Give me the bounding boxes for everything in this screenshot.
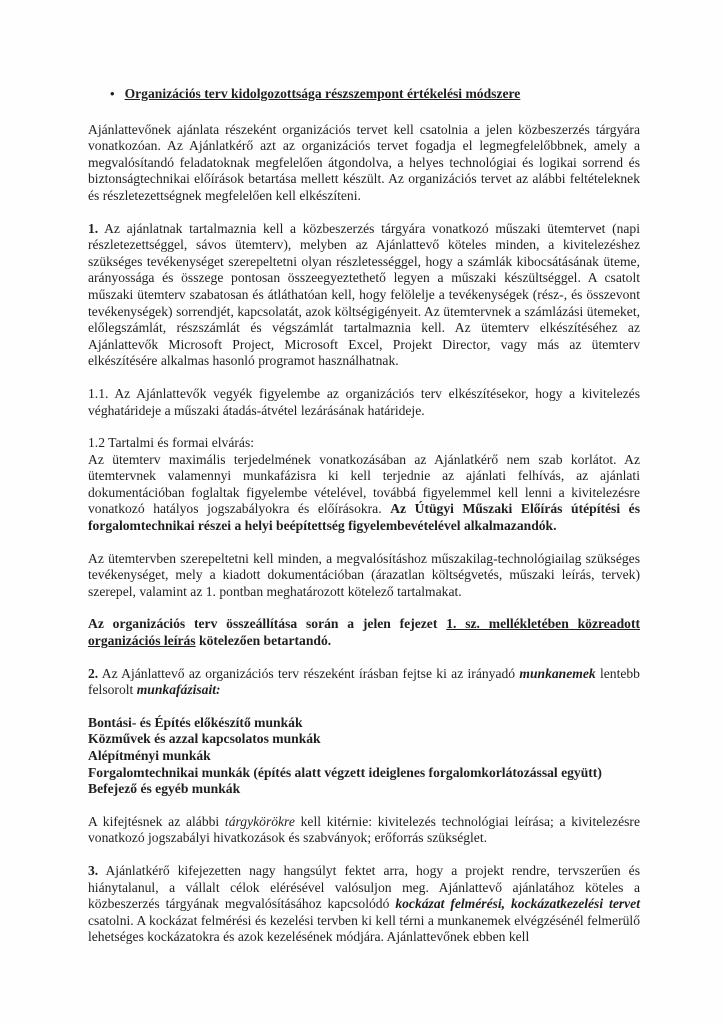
paragraph-3 [88,863,640,946]
paragraph-2-number: 2. [88,665,99,681]
paragraph-1-2-text: Az ütemterv maximális terjedelmének vonatkozásában az Ajánlatkérő nem szab korlátot. Az ütemtervnek valamennyi munkafázisra ki kell terjednie az ajánlati felhívás, az ajánlati dokumentációban foglaltak figyelembe vételével, továbbá figyelemmel kell lenni a kivitelezésre vonatkozó hatályos jogszabályokra és előírásokra. [88,451,640,517]
bullet-icon: • [110,86,115,101]
paragraph-kifejtes-term-targykorokre: tárgykörökre [224,813,295,829]
section-title: Organizációs terv kidolgozottsága részszempont értékelési módszere [124,86,521,101]
paragraph-org-requirement [88,616,640,649]
section-title-line [88,86,640,103]
work-item-alepitmenyi: Alépítményi munkák [88,748,211,763]
paragraph-1-1-text: 1.1. Az Ajánlattevők vegyék figyelembe az organizációs terv elkészítésekor, hogy a kivitelezés véghatárideje a műszaki átadás-átvétel lezárásának határideje. [88,385,640,418]
paragraph-1-2-bold-text: Az Útügyi Műszaki Előírás útépítési és forgalomtechnikai részei a helyi beépítettség figyelembevételével alkalmazandók. [88,501,640,534]
paragraph-kifejtes-text-b: kell kitérnie: kivitelezés technológiai leírása; a kivitelezésre vonatkozó jogszabályi hivatkozások és szabványok; erőforrás szükséglet. [88,813,640,846]
document-content [88,86,640,962]
paragraph-2-term-munkanemek: munkanemek [519,665,596,681]
work-item-bontasi: Bontási- és Építés előkészítő munkák [88,714,303,730]
paragraph-org-pre: Az organizációs terv összeállítása során a jelen fejezet [88,616,447,632]
paragraph-kifejtes-text-a: A kifejtésnek az alábbi [88,813,225,829]
paragraph-1-1 [88,386,640,419]
paragraph-utemterv-text: Az ütemtervben szerepeltetni kell minden, a megvalósításhoz műszakilag-technológiailag szükséges tevékenységet, mely a kiadott dokumentációban (árazatlan költségvetés, műszaki leírás, tervek) szerepel, valamint az 1. pontban meghatározott kötelező tartalmakat. [88,550,640,599]
paragraph-org-post: kötelezően betartandó. [195,633,332,649]
paragraph-org-underlined: 1. sz. mellékletében közreadott organizációs leírás [88,616,641,649]
paragraph-1-2 [88,435,640,535]
paragraph-3-text-a: Ajánlatkérő kifejezetten nagy hangsúlyt fektet arra, hogy a projekt rendre, tervszerűen és hiánytalanul, a vállalt célok elérésével valósuljon meg. Ajánlattevő ajánlatához köteles a közbeszerzés tárgyának megvalósításához kapcsolódó [88,862,640,912]
work-item-forgalomtechnikai: Forgalomtechnikai munkák (építés alatt végzett ideiglenes forgalomkorlátozással együtt) [88,764,602,780]
paragraph-1 [88,221,640,370]
paragraph-intro-text: Ajánlattevőnek ajánlata részeként organizációs tervet kell csatolnia a jelen közbeszerzés tárgyára vonatkozóan. Az Ajánlatkérő azt az organizációs tervet fogadja el legmegfelelőbbnek, amely a megvalósítandó feladatoknak megfelelően átgondolva, a helyes technológiai és logikai sorrend és biztonságtechnikai előírások betartása mellett készült. Az organizációs tervet az alábbi feltételeknek és részletezettségnek megfelelően kell elkészíteni. [88,121,640,203]
paragraph-1-2-heading: 1.2 Tartalmi és formai elvárás: [88,435,255,451]
paragraph-3-number: 3. [88,862,99,878]
work-categories-list [88,715,640,798]
paragraph-2-text-b: lentebb felsorolt [88,665,640,698]
paragraph-1-text: Az ajánlatnak tartalmaznia kell a közbeszerzés tárgyára vonatkozó műszaki ütemtervet (napi részletezettséggel, sávos ütemterv), melyben az Ajánlattevő köteles minden, a kivitelezéshez szükséges tevékenységet szerepeltetni olyan részletességgel, hogy a számlák kibocsátásának üteme, arányossága és összege pontosan összeegyeztethető legyen a műszaki készültséggel. A csatolt műszaki ütemterv szabatosan és átláthatóan kell, hogy felölelje a tevékenységek (rész-, és összevont tevékenységek) sorrendjét, kapcsolatát, azok költségigényeit. Az ütemtervnek a számlázási ütemeket, előlegszámlát, részszámlát és végszámlát tartalmaznia kell. Az ütemterv elkészítéséhez az Ajánlattevők Microsoft Project, Microsoft Excel, Projekt Director, vagy más az ütemterv elkészítésére alkalmas hasonló programot használhatnak. [88,220,640,369]
paragraph-2-term-munkafazisait: munkafázisait: [136,682,221,698]
work-item-befejezo: Befejező és egyéb munkák [88,781,241,797]
work-item-kozmuvek: Közművek és azzal kapcsolatos munkák [88,731,321,747]
paragraph-2-text-a: Az Ajánlattevő az organizációs terv részeként írásban fejtse ki az irányadó [98,665,520,681]
paragraph-intro [88,122,640,205]
paragraph-1-number: 1. [88,220,99,236]
paragraph-3-term-kockazat: kockázat felmérési, kockázatkezelési tervet [395,896,640,912]
paragraph-2 [88,666,640,699]
paragraph-3-text-b: csatolni. A kockázat felmérési és kezelési tervben ki kell térni a munkanemek elvégzésénél felmerülő lehetséges kockázatokra és azok kezelésének módjára. Ajánlattevőnek ebben kell [88,912,640,945]
paragraph-kifejtes [88,814,640,847]
paragraph-utemterv [88,551,640,601]
